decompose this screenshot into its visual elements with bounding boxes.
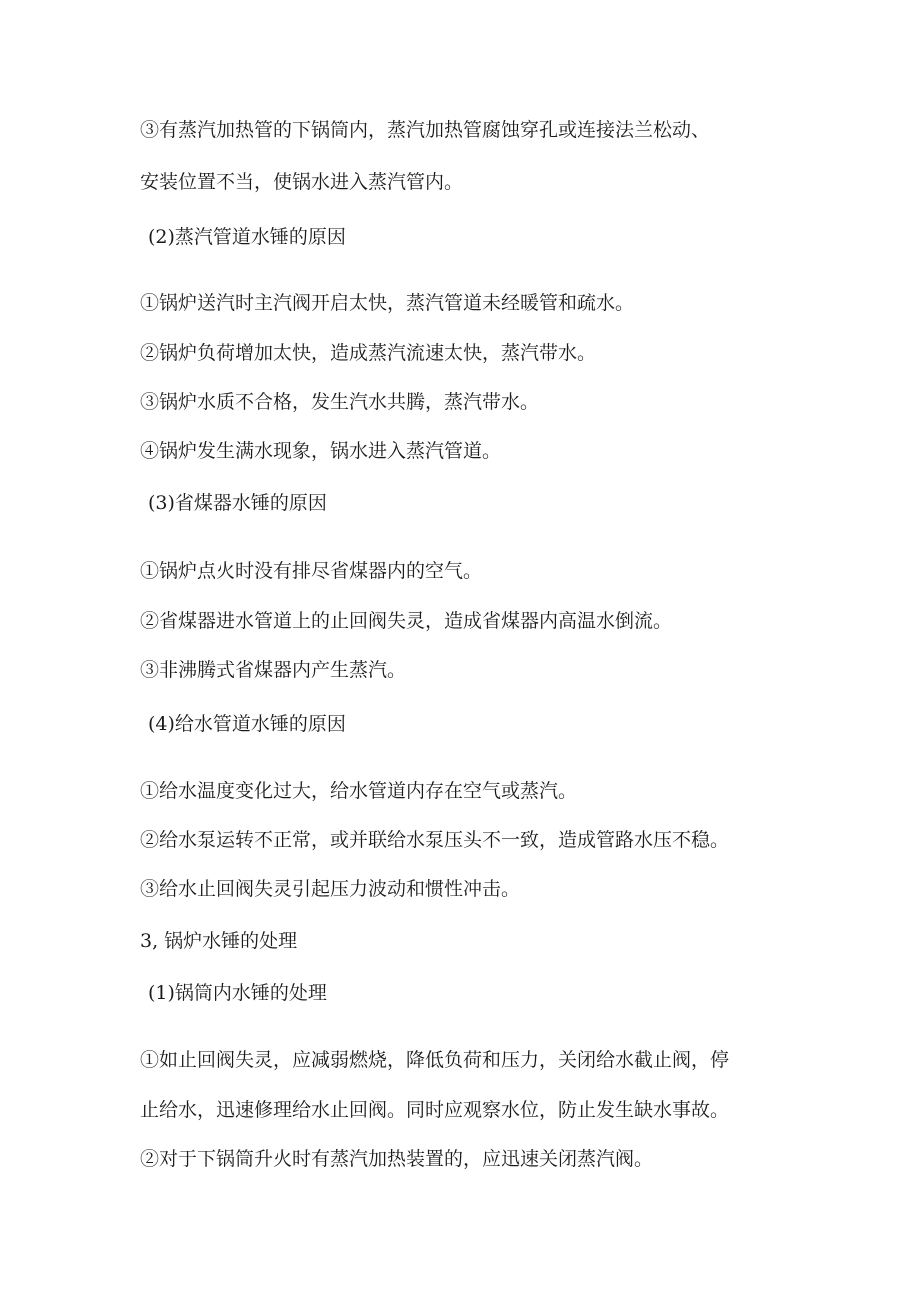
paragraph-line: 安装位置不当，使锅水进入蒸汽管内。 bbox=[140, 171, 464, 193]
section-heading: (2)蒸汽管道水锤的原因 bbox=[148, 226, 346, 248]
list-item: ②省煤器进水管道上的止回阀失灵，造成省煤器内高温水倒流。 bbox=[140, 610, 673, 632]
section-heading: (4)给水管道水锤的原因 bbox=[148, 713, 346, 735]
list-item: ③非沸腾式省煤器内产生蒸汽。 bbox=[140, 659, 407, 681]
section-heading: (1)锅筒内水锤的处理 bbox=[148, 982, 327, 1004]
paragraph-line: ①如止回阀失灵，应减弱燃烧，降低负荷和压力，关闭给水截止阀，停 bbox=[140, 1049, 730, 1071]
list-item: ②给水泵运转不正常，或并联给水泵压头不一致，造成管路水压不稳。 bbox=[140, 829, 730, 851]
list-item: ①给水温度变化过大，给水管道内存在空气或蒸汽。 bbox=[140, 780, 578, 802]
list-item: ③锅炉水质不合格，发生汽水共腾，蒸汽带水。 bbox=[140, 391, 540, 413]
paragraph-line: ③有蒸汽加热管的下锅筒内，蒸汽加热管腐蚀穿孔或连接法兰松动、 bbox=[140, 119, 711, 141]
list-item: ②对于下锅筒升火时有蒸汽加热装置的，应迅速关闭蒸汽阀。 bbox=[140, 1148, 654, 1170]
list-item: ①锅炉点火时没有排尽省煤器内的空气。 bbox=[140, 560, 483, 582]
list-item: ②锅炉负荷增加太快，造成蒸汽流速太快，蒸汽带水。 bbox=[140, 342, 597, 364]
section-heading: (3)省煤器水锤的原因 bbox=[148, 492, 327, 514]
list-item: ③给水止回阀失灵引起压力波动和惯性冲击。 bbox=[140, 878, 521, 900]
list-item: ④锅炉发生满水现象，锅水进入蒸汽管道。 bbox=[140, 440, 502, 462]
paragraph-line: 止给水，迅速修理给水止回阀。同时应观察水位，防止发生缺水事故。 bbox=[140, 1099, 730, 1121]
list-item: ①锅炉送汽时主汽阀开启太快，蒸汽管道未经暖管和疏水。 bbox=[140, 292, 635, 314]
chapter-heading: 3, 锅炉水锤的处理 bbox=[140, 930, 298, 952]
